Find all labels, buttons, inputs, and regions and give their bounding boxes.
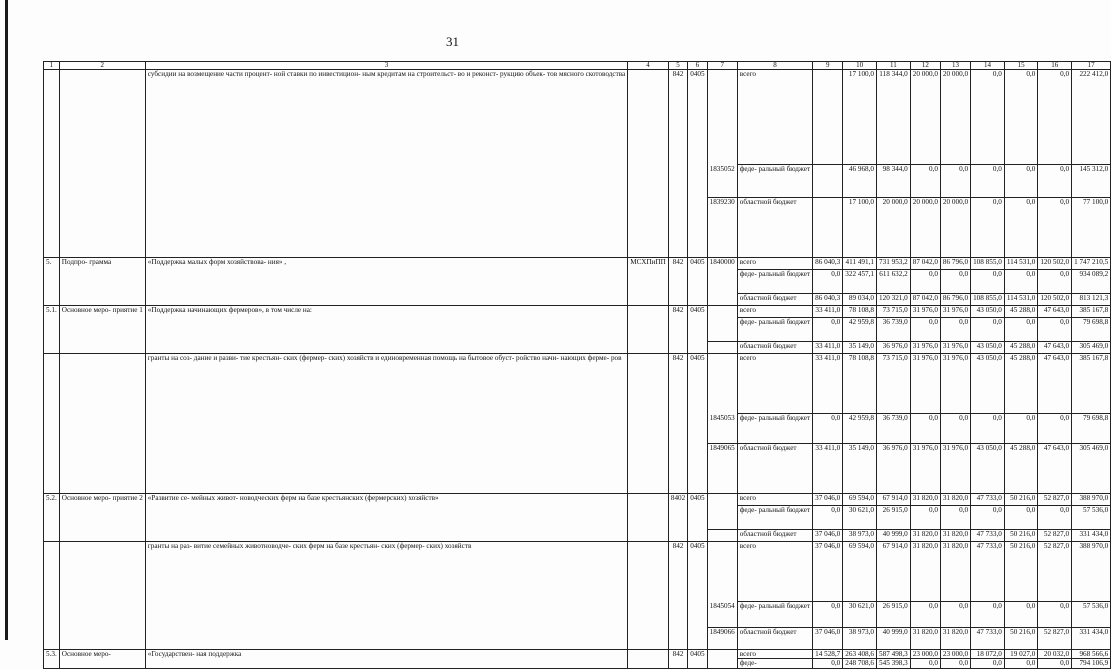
cell-value: 0,0 [1004, 198, 1037, 258]
cell-value: 0,0 [813, 602, 843, 628]
cell-value: 545 398,3 [877, 659, 911, 668]
cell-value: 47 643,0 [1038, 342, 1072, 354]
cell-value: 37 046,0 [813, 530, 843, 542]
cell-value: 17 100,0 [843, 198, 877, 258]
cell-value: 968 566,6 [1072, 650, 1111, 659]
cell-c7 [707, 494, 737, 506]
cell-value: 794 106,9 [1072, 659, 1111, 668]
cell-value: 0,0 [971, 414, 1005, 444]
cell-value: 69 594,0 [843, 542, 877, 602]
page-number: 31 [446, 34, 459, 49]
cell-c8: феде- ральный бюджет [737, 602, 812, 628]
cell-value: 0,0 [940, 414, 970, 444]
cell-c8: феде- ральный бюджет [737, 414, 812, 444]
cell-c1 [44, 70, 60, 258]
cell-value: 611 632,2 [877, 270, 911, 294]
cell-value: 47 643,0 [1038, 306, 1072, 318]
cell-c6: 0405 [688, 354, 707, 494]
cell-c2: Основное меро- [59, 650, 145, 669]
cell-value: 813 121,3 [1072, 294, 1111, 306]
cell-value: 45 288,0 [1004, 354, 1037, 414]
cell-value: 0,0 [940, 602, 970, 628]
cell-value: 31 820,0 [910, 628, 940, 650]
cell-value: 0,0 [1038, 270, 1072, 294]
cell-c8: всего [737, 650, 812, 659]
cell-value: 0,0 [940, 659, 970, 668]
cell-value: 37 046,0 [813, 542, 843, 602]
column-header: 5 [668, 62, 687, 70]
cell-c3: гранты на раз- витие семейных животноводче- ских ферм на базе крестьян- ских (фермер- ских) хозяйств [145, 542, 627, 650]
cell-value: 108 855,0 [971, 258, 1005, 270]
cell-value: 114 531,0 [1004, 294, 1037, 306]
cell-value: 0,0 [910, 414, 940, 444]
cell-value: 0,0 [813, 506, 843, 530]
cell-value: 79 698,8 [1072, 414, 1111, 444]
cell-c6: 0405 [688, 494, 707, 542]
cell-value: 86 040,3 [813, 258, 843, 270]
cell-value: 120 502,0 [1038, 258, 1072, 270]
cell-value: 0,0 [1004, 165, 1037, 198]
cell-value: 0,0 [1004, 414, 1037, 444]
cell-value: 52 827,0 [1038, 628, 1072, 650]
cell-c7 [707, 506, 737, 530]
column-header: 9 [813, 62, 843, 70]
cell-c3: «Поддержка начинающих фермеров», в том числе на: [145, 306, 627, 354]
cell-value: 31 976,0 [940, 306, 970, 318]
cell-value: 0,0 [1004, 506, 1037, 530]
cell-value: 31 976,0 [910, 306, 940, 318]
cell-value: 20 000,0 [940, 198, 970, 258]
column-header: 7 [707, 62, 737, 70]
cell-value: 20 000,0 [940, 70, 970, 165]
cell-c5: 842 [668, 650, 687, 669]
cell-value: 0,0 [1038, 659, 1072, 668]
cell-value: 934 089,2 [1072, 270, 1111, 294]
cell-c8: всего [737, 494, 812, 506]
cell-value: 322 457,1 [843, 270, 877, 294]
cell-value: 0,0 [971, 659, 1005, 668]
cell-value: 40 999,0 [877, 530, 911, 542]
cell-c7: 1840000 [707, 258, 737, 306]
cell-value: 45 288,0 [1004, 342, 1037, 354]
column-header: 8 [737, 62, 812, 70]
cell-c5: 842 [668, 306, 687, 354]
cell-value: 31 820,0 [940, 628, 970, 650]
cell-value: 0,0 [971, 270, 1005, 294]
cell-value: 31 820,0 [940, 494, 970, 506]
cell-value: 78 108,8 [843, 354, 877, 414]
cell-c4 [628, 70, 669, 258]
cell-value: 0,0 [971, 506, 1005, 530]
cell-value: 0,0 [940, 506, 970, 530]
cell-c8: феде- ральный бюджет [737, 270, 812, 294]
cell-value: 31 976,0 [940, 342, 970, 354]
cell-value: 0,0 [1004, 70, 1037, 165]
cell-value: 388 970,0 [1072, 494, 1111, 506]
cell-value: 33 411,0 [813, 354, 843, 414]
cell-c8: феде- ральный бюджет [737, 165, 812, 198]
cell-value: 0,0 [813, 659, 843, 668]
cell-value: 31 976,0 [910, 342, 940, 354]
cell-c2 [59, 70, 145, 258]
cell-value: 50 216,0 [1004, 542, 1037, 602]
cell-value: 31 976,0 [910, 444, 940, 494]
cell-value: 35 149,0 [843, 342, 877, 354]
cell-c8: областной бюджет [737, 342, 812, 354]
cell-c5: 842 [668, 258, 687, 306]
column-header: 1 [44, 62, 60, 70]
cell-value: 98 344,0 [877, 165, 911, 198]
cell-c7 [707, 318, 737, 342]
cell-value: 45 288,0 [1004, 306, 1037, 318]
cell-c8: областной бюджет [737, 628, 812, 650]
cell-value: 0,0 [813, 414, 843, 444]
cell-value: 0,0 [1038, 414, 1072, 444]
cell-c7: 1849065 [707, 444, 737, 494]
cell-c4 [628, 650, 669, 669]
table-row [44, 542, 1111, 602]
cell-value: 19 027,0 [1004, 650, 1037, 659]
cell-value: 36 976,0 [877, 444, 911, 494]
cell-value: 42 959,8 [843, 318, 877, 342]
cell-value: 47 733,0 [971, 530, 1005, 542]
cell-value: 69 594,0 [843, 494, 877, 506]
cell-value: 0,0 [910, 602, 940, 628]
cell-c6: 0405 [688, 258, 707, 306]
table-row [44, 494, 1111, 506]
cell-value: 43 050,0 [971, 354, 1005, 414]
cell-value: 86 796,0 [940, 294, 970, 306]
cell-value: 45 288,0 [1004, 444, 1037, 494]
cell-value: 35 149,0 [843, 444, 877, 494]
cell-value [813, 70, 843, 165]
cell-c6: 0405 [688, 70, 707, 258]
cell-value: 43 050,0 [971, 444, 1005, 494]
cell-c8: феде- ральный бюджет [737, 318, 812, 342]
cell-value: 40 999,0 [877, 628, 911, 650]
cell-c1: 5.2. [44, 494, 60, 542]
cell-value: 114 531,0 [1004, 258, 1037, 270]
cell-c2 [59, 354, 145, 494]
cell-value: 47 733,0 [971, 494, 1005, 506]
cell-c3: «Поддержка малых форм хозяйствова- ния» , [145, 258, 627, 306]
cell-c5: 842 [668, 354, 687, 494]
cell-value: 30 621,0 [843, 602, 877, 628]
cell-value: 43 050,0 [971, 306, 1005, 318]
column-header: 17 [1072, 62, 1111, 70]
column-header: 2 [59, 62, 145, 70]
cell-value: 145 312,0 [1072, 165, 1111, 198]
cell-value: 0,0 [813, 270, 843, 294]
cell-c1: 5. [44, 258, 60, 306]
cell-c8: всего [737, 70, 812, 165]
column-header: 11 [877, 62, 911, 70]
cell-value: 33 411,0 [813, 444, 843, 494]
cell-value: 0,0 [1004, 659, 1037, 668]
cell-value: 31 976,0 [910, 354, 940, 414]
cell-c2: Подпро- грамма [59, 258, 145, 306]
cell-c8: областной бюджет [737, 198, 812, 258]
table-row [44, 70, 1111, 165]
column-header: 12 [910, 62, 940, 70]
cell-value: 0,0 [940, 165, 970, 198]
cell-value: 46 968,0 [843, 165, 877, 198]
column-header: 10 [843, 62, 877, 70]
cell-c2: Основное меро- приятие 1 [59, 306, 145, 354]
cell-value: 42 959,8 [843, 414, 877, 444]
cell-value: 50 216,0 [1004, 530, 1037, 542]
cell-c3: «Государствен- ная поддержка [145, 650, 627, 669]
cell-value: 385 167,8 [1072, 354, 1111, 414]
cell-value: 31 820,0 [910, 494, 940, 506]
cell-value: 57 536,0 [1072, 506, 1111, 530]
cell-value: 79 698,8 [1072, 318, 1111, 342]
cell-value: 331 434,0 [1072, 628, 1111, 650]
cell-c8: областной бюджет [737, 444, 812, 494]
cell-value: 73 715,0 [877, 306, 911, 318]
cell-c8: феде- ральный бюджет [737, 506, 812, 530]
cell-value: 305 469,0 [1072, 444, 1111, 494]
cell-value: 0,0 [1038, 506, 1072, 530]
cell-c7 [707, 530, 737, 542]
cell-value: 0,0 [1038, 165, 1072, 198]
cell-value: 33 411,0 [813, 306, 843, 318]
cell-value: 305 469,0 [1072, 342, 1111, 354]
cell-value: 50 216,0 [1004, 494, 1037, 506]
cell-c4: МСХПиПП [628, 258, 669, 306]
column-header: 16 [1038, 62, 1072, 70]
column-header: 3 [145, 62, 627, 70]
cell-value: 47 643,0 [1038, 444, 1072, 494]
cell-c8: всего [737, 542, 812, 602]
table-row [44, 354, 1111, 414]
cell-c7 [707, 650, 737, 659]
cell-c7: 1845053 [707, 414, 737, 444]
cell-c4 [628, 354, 669, 494]
cell-c7 [707, 306, 737, 318]
cell-c1 [44, 354, 60, 494]
cell-value: 331 434,0 [1072, 530, 1111, 542]
cell-c3: субсидии на возмещение части процент- ной ставки по инвестицион- ным кредитам на строительст- во и реконст- рукцию объек- тов мясного скотоводства [145, 70, 627, 258]
cell-value: 31 820,0 [940, 530, 970, 542]
cell-value: 50 216,0 [1004, 628, 1037, 650]
cell-value: 20 032,0 [1038, 650, 1072, 659]
column-header: 13 [940, 62, 970, 70]
cell-value: 0,0 [1038, 198, 1072, 258]
cell-value: 26 915,0 [877, 506, 911, 530]
column-header: 14 [971, 62, 1005, 70]
cell-value [813, 198, 843, 258]
cell-value: 47 643,0 [1038, 354, 1072, 414]
cell-c2: Основное меро- приятие 2 [59, 494, 145, 542]
cell-value: 385 167,8 [1072, 306, 1111, 318]
cell-value: 18 072,0 [971, 650, 1005, 659]
cell-c7 [707, 70, 737, 165]
cell-value: 0,0 [1004, 270, 1037, 294]
page-left-border [5, 0, 8, 640]
cell-value: 0,0 [910, 165, 940, 198]
cell-value: 20 000,0 [910, 198, 940, 258]
cell-c8: всего [737, 306, 812, 318]
cell-value: 30 621,0 [843, 506, 877, 530]
cell-value: 31 976,0 [940, 354, 970, 414]
cell-value: 0,0 [971, 70, 1005, 165]
column-header: 15 [1004, 62, 1037, 70]
header-row [44, 62, 1111, 70]
cell-c5: 842 [668, 542, 687, 650]
cell-c6: 0405 [688, 650, 707, 669]
cell-value: 0,0 [971, 165, 1005, 198]
cell-value: 52 827,0 [1038, 530, 1072, 542]
cell-c8: всего [737, 258, 812, 270]
cell-value: 31 820,0 [910, 530, 940, 542]
cell-value: 26 915,0 [877, 602, 911, 628]
cell-c7: 1845054 [707, 602, 737, 628]
cell-value: 67 914,0 [877, 542, 911, 602]
cell-value: 120 321,0 [877, 294, 911, 306]
cell-value: 0,0 [1004, 318, 1037, 342]
cell-c7 [707, 354, 737, 414]
cell-value: 17 100,0 [843, 70, 877, 165]
cell-value: 52 827,0 [1038, 542, 1072, 602]
cell-c4 [628, 542, 669, 650]
cell-value: 0,0 [1004, 602, 1037, 628]
cell-c8: областной бюджет [737, 530, 812, 542]
cell-value: 33 411,0 [813, 342, 843, 354]
cell-value: 87 042,0 [910, 258, 940, 270]
cell-value: 47 733,0 [971, 628, 1005, 650]
cell-value: 587 498,3 [877, 650, 911, 659]
cell-value: 0,0 [940, 318, 970, 342]
cell-value: 89 034,0 [843, 294, 877, 306]
cell-value: 36 976,0 [877, 342, 911, 354]
cell-c1: 5.3. [44, 650, 60, 669]
cell-value: 36 739,0 [877, 414, 911, 444]
cell-c7 [707, 542, 737, 602]
cell-value: 108 855,0 [971, 294, 1005, 306]
cell-c5: 8402 [668, 494, 687, 542]
table-row [44, 258, 1111, 270]
cell-value: 20 000,0 [877, 198, 911, 258]
cell-c7: 1835052 [707, 165, 737, 198]
cell-c2 [59, 542, 145, 650]
cell-c6: 0405 [688, 542, 707, 650]
cell-c1 [44, 542, 60, 650]
budget-table [43, 61, 1111, 669]
cell-c3: гранты на соз- дание и разви- тие крестьян- ских (фермер- ских) хозяйств и единовременная помощь на бытовое обуст- ройство начи- нающих ферме- ров [145, 354, 627, 494]
cell-c7: 1849066 [707, 628, 737, 650]
cell-value: 0,0 [971, 198, 1005, 258]
table-row [44, 650, 1111, 659]
cell-value: 31 976,0 [940, 444, 970, 494]
cell-value: 388 970,0 [1072, 542, 1111, 602]
cell-value: 120 502,0 [1038, 294, 1072, 306]
cell-value: 20 000,0 [910, 70, 940, 165]
cell-value: 86 040,3 [813, 294, 843, 306]
cell-value: 57 536,0 [1072, 602, 1111, 628]
cell-value: 0,0 [1038, 602, 1072, 628]
cell-value: 67 914,0 [877, 494, 911, 506]
cell-value: 37 046,0 [813, 628, 843, 650]
cell-value: 0,0 [1038, 70, 1072, 165]
cell-value: 78 108,8 [843, 306, 877, 318]
cell-value: 0,0 [971, 318, 1005, 342]
column-header: 6 [688, 62, 707, 70]
cell-c7: 1839230 [707, 198, 737, 258]
cell-value: 1 747 210,5 [1072, 258, 1111, 270]
cell-value: 0,0 [910, 270, 940, 294]
cell-c8: всего [737, 354, 812, 414]
cell-value: 38 973,0 [843, 628, 877, 650]
cell-value: 38 973,0 [843, 530, 877, 542]
column-header: 4 [628, 62, 669, 70]
table-row [44, 306, 1111, 318]
cell-c5: 842 [668, 70, 687, 258]
cell-value: 86 796,0 [940, 258, 970, 270]
cell-value: 118 344,0 [877, 70, 911, 165]
cell-c4 [628, 494, 669, 542]
cell-value: 14 528,7 [813, 650, 843, 659]
cell-value: 23 000,0 [910, 650, 940, 659]
cell-c8: феде- [737, 659, 812, 668]
cell-c3: «Развитие се- мейных живот- новодческих ферм на базе крестьянских (фермерских) хозяйств» [145, 494, 627, 542]
cell-c8: областной бюджет [737, 294, 812, 306]
cell-value: 0,0 [1038, 318, 1072, 342]
cell-c4 [628, 306, 669, 354]
cell-value: 411 491,1 [843, 258, 877, 270]
cell-c1: 5.1. [44, 306, 60, 354]
cell-value: 248 708,6 [843, 659, 877, 668]
cell-value: 0,0 [813, 318, 843, 342]
cell-value: 73 715,0 [877, 354, 911, 414]
cell-value: 222 412,0 [1072, 70, 1111, 165]
cell-value: 23 000,0 [940, 650, 970, 659]
cell-value: 0,0 [910, 659, 940, 668]
cell-value: 31 820,0 [940, 542, 970, 602]
cell-value: 0,0 [910, 506, 940, 530]
cell-c7 [707, 659, 737, 668]
cell-value: 36 739,0 [877, 318, 911, 342]
cell-c6: 0405 [688, 306, 707, 354]
cell-value: 0,0 [940, 270, 970, 294]
cell-value: 77 100,0 [1072, 198, 1111, 258]
cell-value: 31 820,0 [910, 542, 940, 602]
cell-value: 0,0 [910, 318, 940, 342]
cell-c7 [707, 342, 737, 354]
cell-value [813, 165, 843, 198]
cell-value: 52 827,0 [1038, 494, 1072, 506]
cell-value: 37 046,0 [813, 494, 843, 506]
cell-value: 87 042,0 [910, 294, 940, 306]
cell-value: 0,0 [971, 602, 1005, 628]
cell-value: 731 953,2 [877, 258, 911, 270]
cell-value: 263 408,6 [843, 650, 877, 659]
cell-value: 43 050,0 [971, 342, 1005, 354]
cell-value: 47 733,0 [971, 542, 1005, 602]
